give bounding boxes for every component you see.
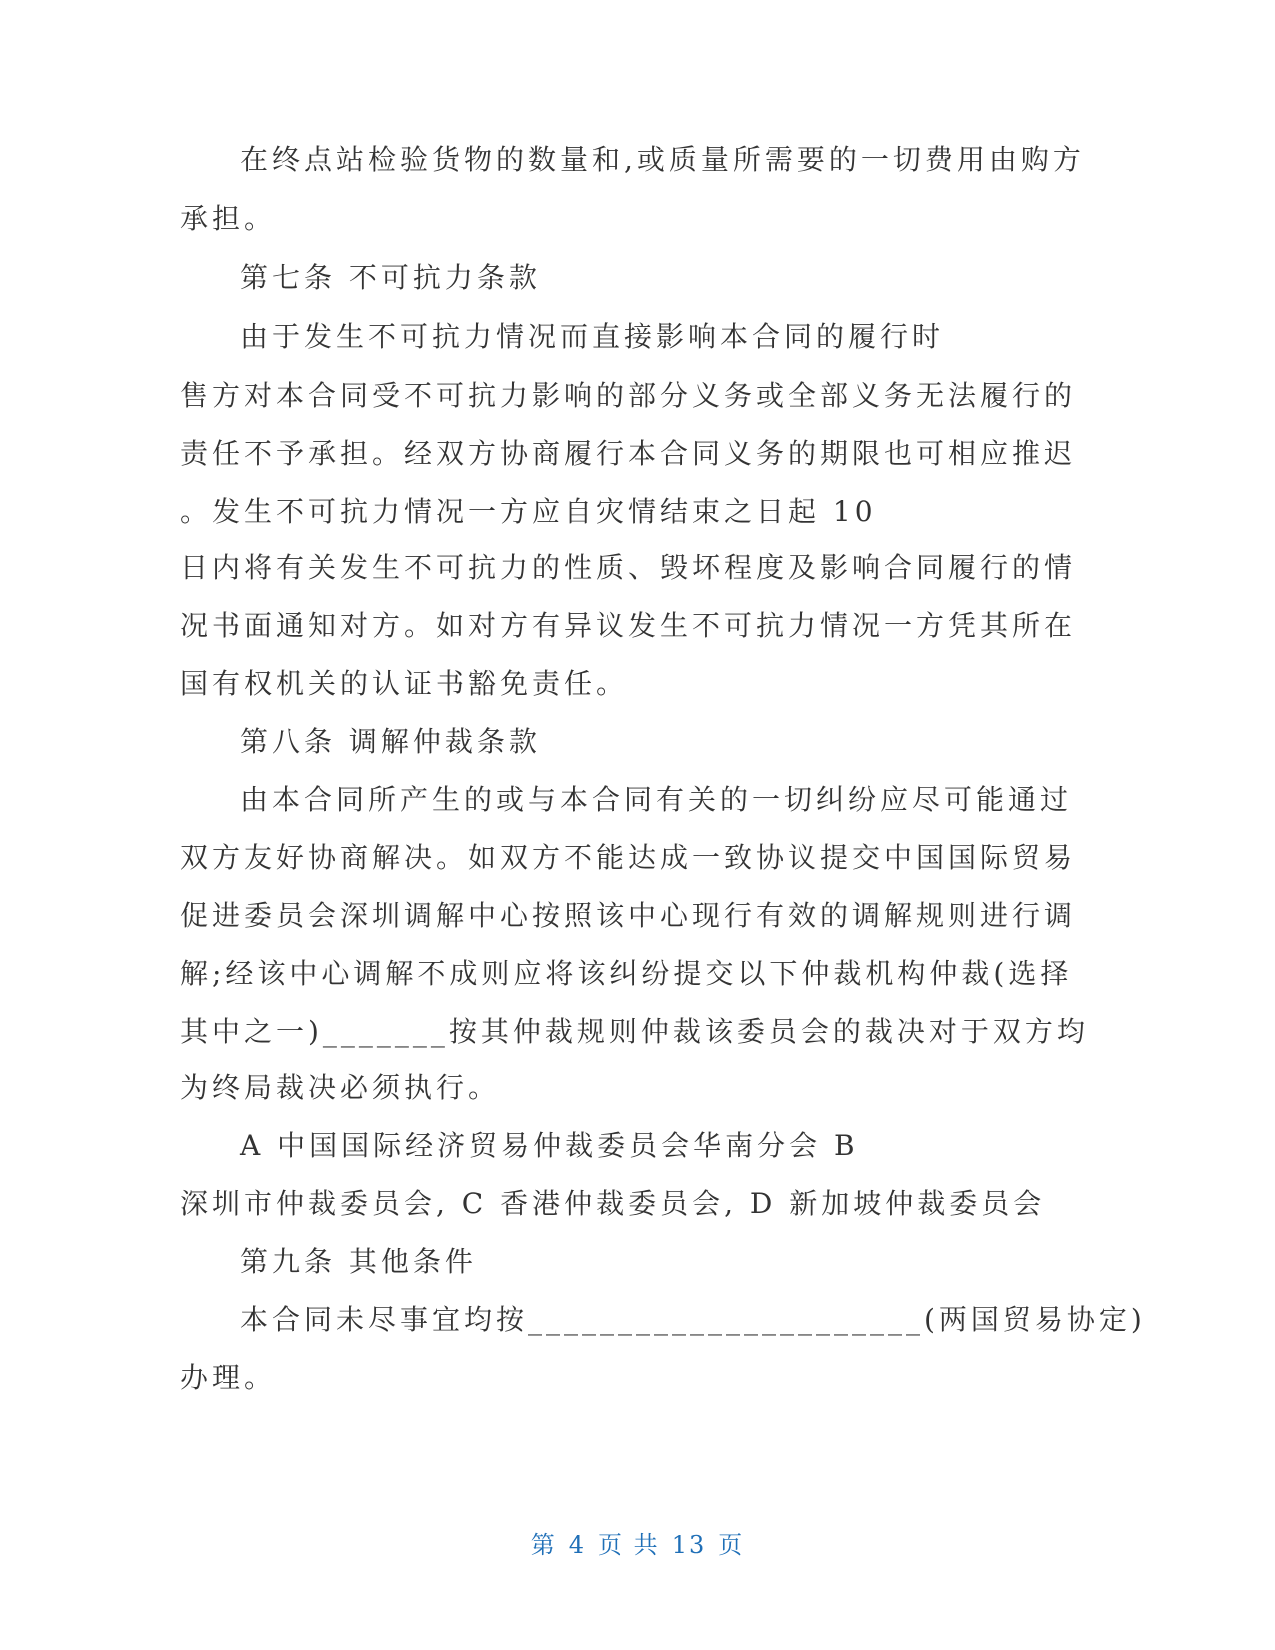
total-pages-number: 13: [671, 1531, 707, 1559]
article-8-heading: 第八条 调解仲裁条款: [240, 725, 541, 758]
option-line: 深圳市仲裁委员会, C 香港仲裁委员会, D 新加坡仲裁委员会: [180, 1187, 1046, 1220]
body-line: 责任不予承担。经双方协商履行本合同义务的期限也可相应推迟: [180, 437, 1077, 470]
body-line: 办理。: [180, 1361, 277, 1394]
article-7-heading: 第七条 不可抗力条款: [240, 261, 541, 294]
body-line: 售方对本合同受不可抗力影响的部分义务或全部义务无法履行的: [180, 379, 1077, 412]
body-line: 况书面通知对方。如对方有异议发生不可抗力情况一方凭其所在: [180, 609, 1077, 642]
page-footer: [0, 1528, 1275, 1562]
body-line: 承担。: [180, 202, 277, 235]
article-9-heading: 第九条 其他条件: [240, 1245, 477, 1278]
footer-suffix: 页: [718, 1531, 745, 1559]
option-line: A 中国国际经济贸易仲裁委员会华南分会 B: [240, 1129, 859, 1162]
body-line: 本合同未尽事宜均按______________________(两国贸易协定): [240, 1303, 1146, 1336]
body-line: 在终点站检验货物的数量和,或质量所需要的一切费用由购方: [240, 143, 1085, 176]
body-line: 由本合同所产生的或与本合同有关的一切纠纷应尽可能通过: [240, 783, 1073, 816]
body-line: 双方友好协商解决。如双方不能达成一致协议提交中国国际贸易: [180, 841, 1077, 874]
current-page-number: 4: [568, 1531, 587, 1559]
body-line: 其中之一)_______按其仲裁规则仲裁该委员会的裁决对于双方均: [180, 1015, 1089, 1048]
body-line: 国有权机关的认证书豁免责任。: [180, 667, 629, 700]
footer-mid: 页 共: [598, 1531, 660, 1559]
body-line: 。发生不可抗力情况一方应自灾情结束之日起 10: [180, 495, 877, 528]
body-line: 日内将有关发生不可抗力的性质、毁坏程度及影响合同履行的情: [180, 551, 1077, 584]
body-line: 解;经该中心调解不成则应将该纠纷提交以下仲裁机构仲裁(选择: [180, 957, 1073, 990]
body-line: 为终局裁决必须执行。: [180, 1071, 501, 1104]
body-line: 促进委员会深圳调解中心按照该中心现行有效的调解规则进行调: [180, 899, 1077, 932]
footer-prefix: 第: [530, 1531, 557, 1559]
body-line: 由于发生不可抗力情况而直接影响本合同的履行时: [240, 320, 945, 353]
